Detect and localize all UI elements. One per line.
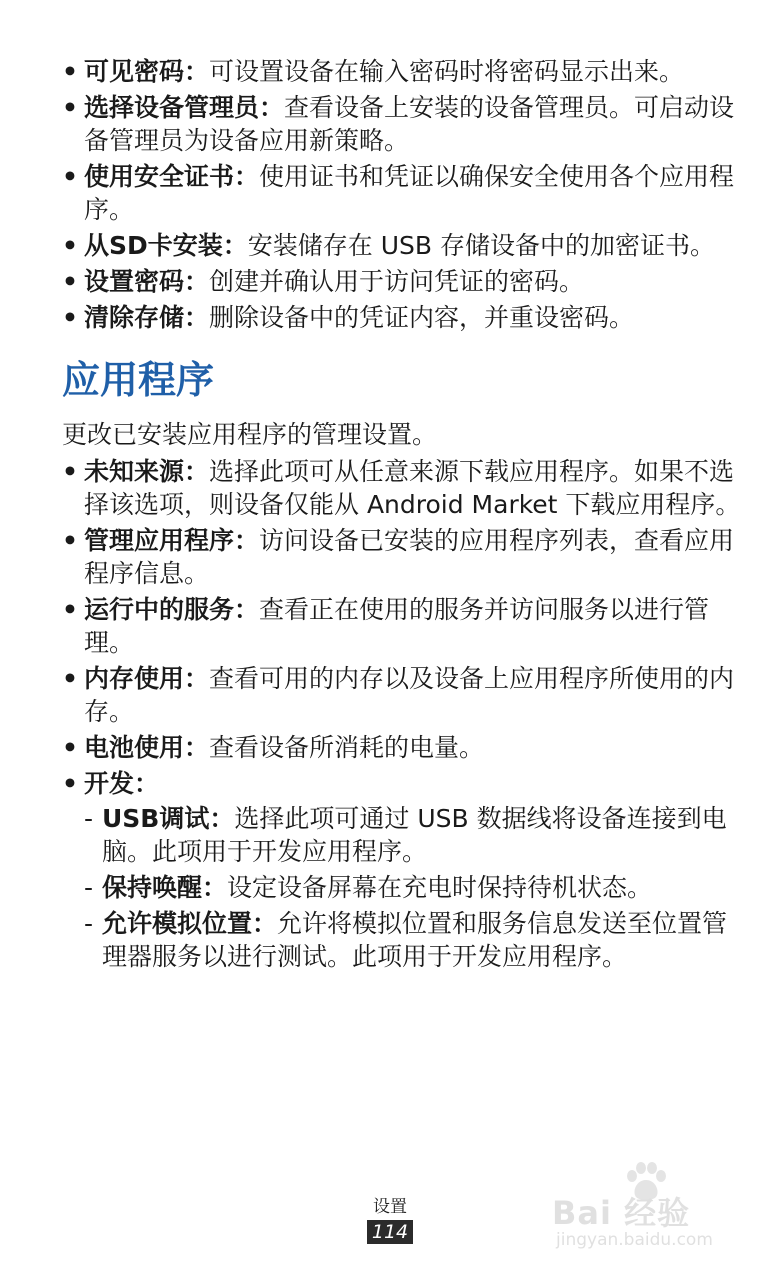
item-term: 开发 (84, 769, 135, 798)
item-desc: 设定设备屏幕在充电时保持待机状态。 (227, 873, 653, 902)
item-desc: 查看正在使用的服务并访问服务以进行管理。 (84, 595, 710, 657)
list-item: • 使用安全证书：使用证书和凭证以确保安全使用各个应用程序。 (62, 160, 742, 226)
app-settings-list (62, 455, 742, 973)
item-term: 选择设备管理员 (84, 93, 260, 122)
sub-list-item: - 允许模拟位置：允许将模拟位置和服务信息发送至位置管理器服务以进行测试。此项用于开发应用程序。 (84, 907, 742, 973)
item-desc: 查看设备所消耗的电量。 (209, 733, 485, 762)
item-desc: 允许将模拟位置和服务信息发送至位置管理器服务以进行测试。此项用于开发应用程序。 (102, 909, 728, 971)
item-desc: 查看可用的内存以及设备上应用程序所使用的内存。 (84, 664, 735, 726)
page-content (62, 55, 742, 976)
item-term: 可见密码 (84, 57, 185, 86)
list-item: • 内存使用：查看可用的内存以及设备上应用程序所使用的内存。 (62, 662, 742, 728)
item-term: 未知来源 (84, 457, 185, 486)
item-term: 管理应用程序 (84, 526, 235, 555)
item-term: 从SD卡安装 (84, 231, 223, 260)
list-item: • 可见密码：可设置设备在输入密码时将密码显示出来。 (62, 55, 742, 88)
list-item: • 未知来源：选择此项可从任意来源下载应用程序。如果不选择该选项，则设备仅能从 Android Market 下载应用程序。 (62, 455, 742, 521)
item-desc: 访问设备已安装的应用程序列表，查看应用程序信息。 (84, 526, 735, 588)
item-desc: 查看设备上安装的设备管理员。可启动设备管理员为设备应用新策略。 (84, 93, 735, 155)
list-item: • 清除存储：删除设备中的凭证内容，并重设密码。 (62, 301, 742, 334)
item-term: 电池使用 (84, 733, 185, 762)
item-term: 保持唤醒 (102, 873, 203, 902)
item-desc: 创建并确认用于访问凭证的密码。 (209, 267, 585, 296)
list-item: • 电池使用：查看设备所消耗的电量。 (62, 731, 742, 764)
list-item: • 设置密码：创建并确认用于访问凭证的密码。 (62, 265, 742, 298)
item-desc: 安装储存在 USB 存储设备中的加密证书。 (247, 231, 715, 260)
security-settings-list (62, 55, 742, 334)
section-intro: 更改已安装应用程序的管理设置。 (62, 420, 438, 449)
item-term: 内存使用 (84, 664, 185, 693)
item-term: 清除存储 (84, 303, 185, 332)
list-item: • 选择设备管理员：查看设备上安装的设备管理员。可启动设备管理员为设备应用新策略。 (62, 91, 742, 157)
item-term: 设置密码 (84, 267, 185, 296)
baidu-watermark (552, 1160, 762, 1260)
section-heading: 应用程序 (62, 358, 215, 402)
item-term: 允许模拟位置 (102, 909, 253, 938)
list-item: • 管理应用程序：访问设备已安装的应用程序列表，查看应用程序信息。 (62, 524, 742, 590)
sub-list-item: - USB调试：选择此项可通过 USB 数据线将设备连接到电脑。此项用于开发应用程序。 (84, 802, 742, 868)
item-desc: 删除设备中的凭证内容，并重设密码。 (209, 303, 635, 332)
list-item: • 从SD卡安装：安装储存在 USB 存储设备中的加密证书。 (62, 229, 742, 262)
list-item: • 运行中的服务：查看正在使用的服务并访问服务以进行管理。 (62, 593, 742, 659)
item-desc: 选择此项可从任意来源下载应用程序。如果不选择该选项，则设备仅能从 Android Market 下载应用程序。 (84, 457, 741, 519)
list-item: • 开发： - USB调试：选择此项可通过 USB 数据线将设备连接到电脑。此项用于开发应用程序。 - 保持唤醒：设定设备屏幕在充电时保持待机状态。 - 允许模拟位置：允许将模拟位置和服务信息发送至位置管理器服务以进行测试。此项用于开发应用程序。 (62, 767, 742, 973)
footer-section-label: 设置 (373, 1197, 407, 1217)
item-desc: 可设置设备在输入密码时将密码显示出来。 (209, 57, 685, 86)
sub-list-item: - 保持唤醒：设定设备屏幕在充电时保持待机状态。 (84, 871, 742, 904)
item-desc: 使用证书和凭证以确保安全使用各个应用程序。 (84, 162, 735, 224)
developer-options-list (84, 802, 742, 973)
watermark-brand: Bai 经验 (552, 1194, 691, 1232)
item-term: USB调试 (102, 804, 210, 833)
page-number: 114 (367, 1220, 413, 1244)
item-term: 使用安全证书 (84, 162, 235, 191)
item-term: 运行中的服务 (84, 595, 235, 624)
watermark-site: jingyan.baidu.com (556, 1230, 713, 1250)
item-desc: 选择此项可通过 USB 数据线将设备连接到电脑。此项用于开发应用程序。 (102, 804, 727, 866)
